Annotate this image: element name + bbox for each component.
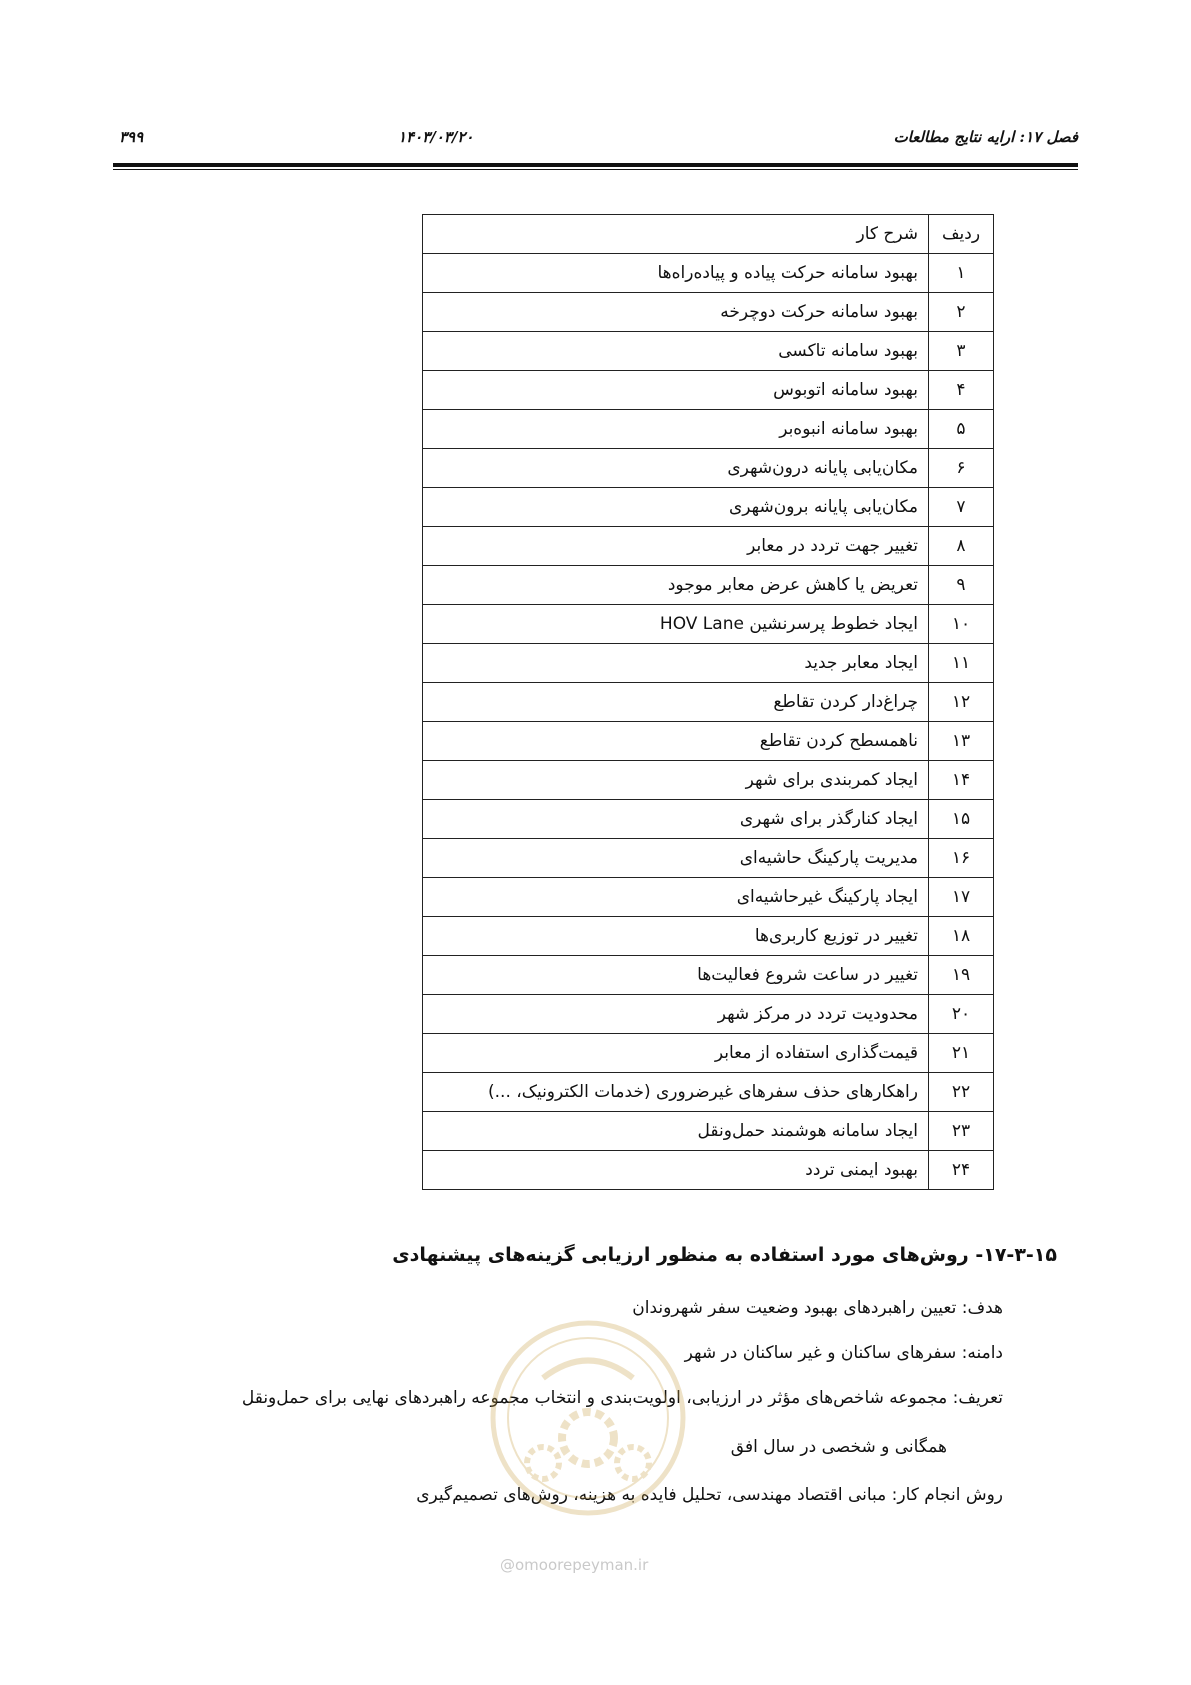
row-description: راهکارهای حذف سفرهای غیرضروری (خدمات الکترونیک، ...) bbox=[423, 1073, 929, 1112]
table-row bbox=[423, 956, 994, 995]
table-row bbox=[423, 293, 994, 332]
table-row bbox=[423, 917, 994, 956]
table-row bbox=[423, 566, 994, 605]
row-number: ۶ bbox=[929, 449, 994, 488]
table-row bbox=[423, 800, 994, 839]
table-row bbox=[423, 527, 994, 566]
row-number: ۸ bbox=[929, 527, 994, 566]
row-number: ۱۵ bbox=[929, 800, 994, 839]
definition-line-1: تعریف: مجموعه شاخص‌های مؤثر در ارزیابی، اولویت‌بندی و انتخاب مجموعه راهبردهای نهایی برای حمل‌ونقل bbox=[241, 1388, 1003, 1408]
table-row bbox=[423, 1151, 994, 1190]
row-description: تغییر در ساعت شروع فعالیت‌ها bbox=[423, 956, 929, 995]
row-number: ۱۲ bbox=[929, 683, 994, 722]
row-number: ۷ bbox=[929, 488, 994, 527]
table-row bbox=[423, 722, 994, 761]
row-number: ۲۴ bbox=[929, 1151, 994, 1190]
table-body bbox=[423, 254, 994, 1190]
row-number: ۱۰ bbox=[929, 605, 994, 644]
table-row bbox=[423, 410, 994, 449]
table-row bbox=[423, 332, 994, 371]
row-number: ۲۳ bbox=[929, 1112, 994, 1151]
table-row bbox=[423, 488, 994, 527]
chapter-title: فصل ۱۷: ارایه نتایج مطالعات bbox=[893, 128, 1078, 146]
row-description: محدودیت تردد در مرکز شهر bbox=[423, 995, 929, 1034]
row-number: ۱۷ bbox=[929, 878, 994, 917]
table-row bbox=[423, 683, 994, 722]
row-description: تعریض یا کاهش عرض معابر موجود bbox=[423, 566, 929, 605]
table-row bbox=[423, 761, 994, 800]
row-number: ۹ bbox=[929, 566, 994, 605]
row-description: مدیریت پارکینگ حاشیه‌ای bbox=[423, 839, 929, 878]
table-row bbox=[423, 1112, 994, 1151]
method-line: روش انجام کار: مبانی اقتصاد مهندسی، تحلیل فایده به هزینه، روش‌های تصمیم‌گیری bbox=[416, 1485, 1003, 1505]
row-description: تغییر در توزیع کاربری‌ها bbox=[423, 917, 929, 956]
table-row bbox=[423, 1073, 994, 1112]
table-row bbox=[423, 839, 994, 878]
row-number: ۲ bbox=[929, 293, 994, 332]
table-row bbox=[423, 371, 994, 410]
table-row bbox=[423, 644, 994, 683]
row-description: بهبود سامانه حرکت پیاده و پیاده‌راه‌ها bbox=[423, 254, 929, 293]
row-description: ایجاد سامانه هوشمند حمل‌ونقل bbox=[423, 1112, 929, 1151]
table-row bbox=[423, 995, 994, 1034]
work-items-table bbox=[422, 214, 994, 1190]
row-number: ۲۰ bbox=[929, 995, 994, 1034]
header-rule-thick bbox=[113, 163, 1078, 167]
row-number: ۱۹ bbox=[929, 956, 994, 995]
row-number: ۵ bbox=[929, 410, 994, 449]
table-row bbox=[423, 605, 994, 644]
row-number: ۱۳ bbox=[929, 722, 994, 761]
running-header bbox=[113, 128, 1078, 158]
row-description: بهبود سامانه حرکت دوچرخه bbox=[423, 293, 929, 332]
row-description: ناهمسطح کردن تقاطع bbox=[423, 722, 929, 761]
header-date: ۱۴۰۳/۰۳/۲۰ bbox=[398, 128, 474, 146]
row-number: ۱۱ bbox=[929, 644, 994, 683]
row-number: ۳ bbox=[929, 332, 994, 371]
section-heading: ۱۷-۳-۱۵- روش‌های مورد استفاده به منظور ارزیابی گزینه‌های پیشنهادی bbox=[392, 1244, 1057, 1266]
row-number: ۱۸ bbox=[929, 917, 994, 956]
header-rule-thin bbox=[113, 169, 1078, 170]
row-description: چراغ‌دار کردن تقاطع bbox=[423, 683, 929, 722]
table-row bbox=[423, 449, 994, 488]
goal-line: هدف: تعیین راهبردهای بهبود وضعیت سفر شهروندان bbox=[632, 1298, 1003, 1318]
row-description: ایجاد کنارگذر برای شهری bbox=[423, 800, 929, 839]
row-number: ۲۲ bbox=[929, 1073, 994, 1112]
row-description: مکان‌یابی پایانه برون‌شهری bbox=[423, 488, 929, 527]
table-row bbox=[423, 254, 994, 293]
row-number: ۲۱ bbox=[929, 1034, 994, 1073]
watermark-logo bbox=[488, 1318, 688, 1518]
row-number: ۴ bbox=[929, 371, 994, 410]
row-description: بهبود سامانه تاکسی bbox=[423, 332, 929, 371]
row-number: ۱۴ bbox=[929, 761, 994, 800]
watermark-site: @omoorepeyman.ir bbox=[500, 1556, 649, 1574]
row-description: بهبود سامانه انبوه‌بر bbox=[423, 410, 929, 449]
table-row bbox=[423, 1034, 994, 1073]
table-row bbox=[423, 878, 994, 917]
row-description: بهبود ایمنی تردد bbox=[423, 1151, 929, 1190]
row-description: مکان‌یابی پایانه درون‌شهری bbox=[423, 449, 929, 488]
row-description: ایجاد خطوط پرسرنشین HOV Lane bbox=[423, 605, 929, 644]
row-description: تغییر جهت تردد در معابر bbox=[423, 527, 929, 566]
row-description: ایجاد پارکینگ غیرحاشیه‌ای bbox=[423, 878, 929, 917]
header-desc: شرح کار bbox=[423, 215, 929, 254]
table-header-row bbox=[423, 215, 994, 254]
row-description: ایجاد معابر جدید bbox=[423, 644, 929, 683]
row-number: ۱۶ bbox=[929, 839, 994, 878]
page-number: ۳۹۹ bbox=[119, 128, 144, 146]
header-num: ردیف bbox=[929, 215, 994, 254]
row-description: ایجاد کمربندی برای شهر bbox=[423, 761, 929, 800]
row-description: قیمت‌گذاری استفاده از معابر bbox=[423, 1034, 929, 1073]
row-description: بهبود سامانه اتوبوس bbox=[423, 371, 929, 410]
scope-line: دامنه: سفرهای ساکنان و غیر ساکنان در شهر bbox=[684, 1343, 1003, 1363]
definition-line-2: همگانی و شخصی در سال افق bbox=[730, 1437, 947, 1457]
row-number: ۱ bbox=[929, 254, 994, 293]
